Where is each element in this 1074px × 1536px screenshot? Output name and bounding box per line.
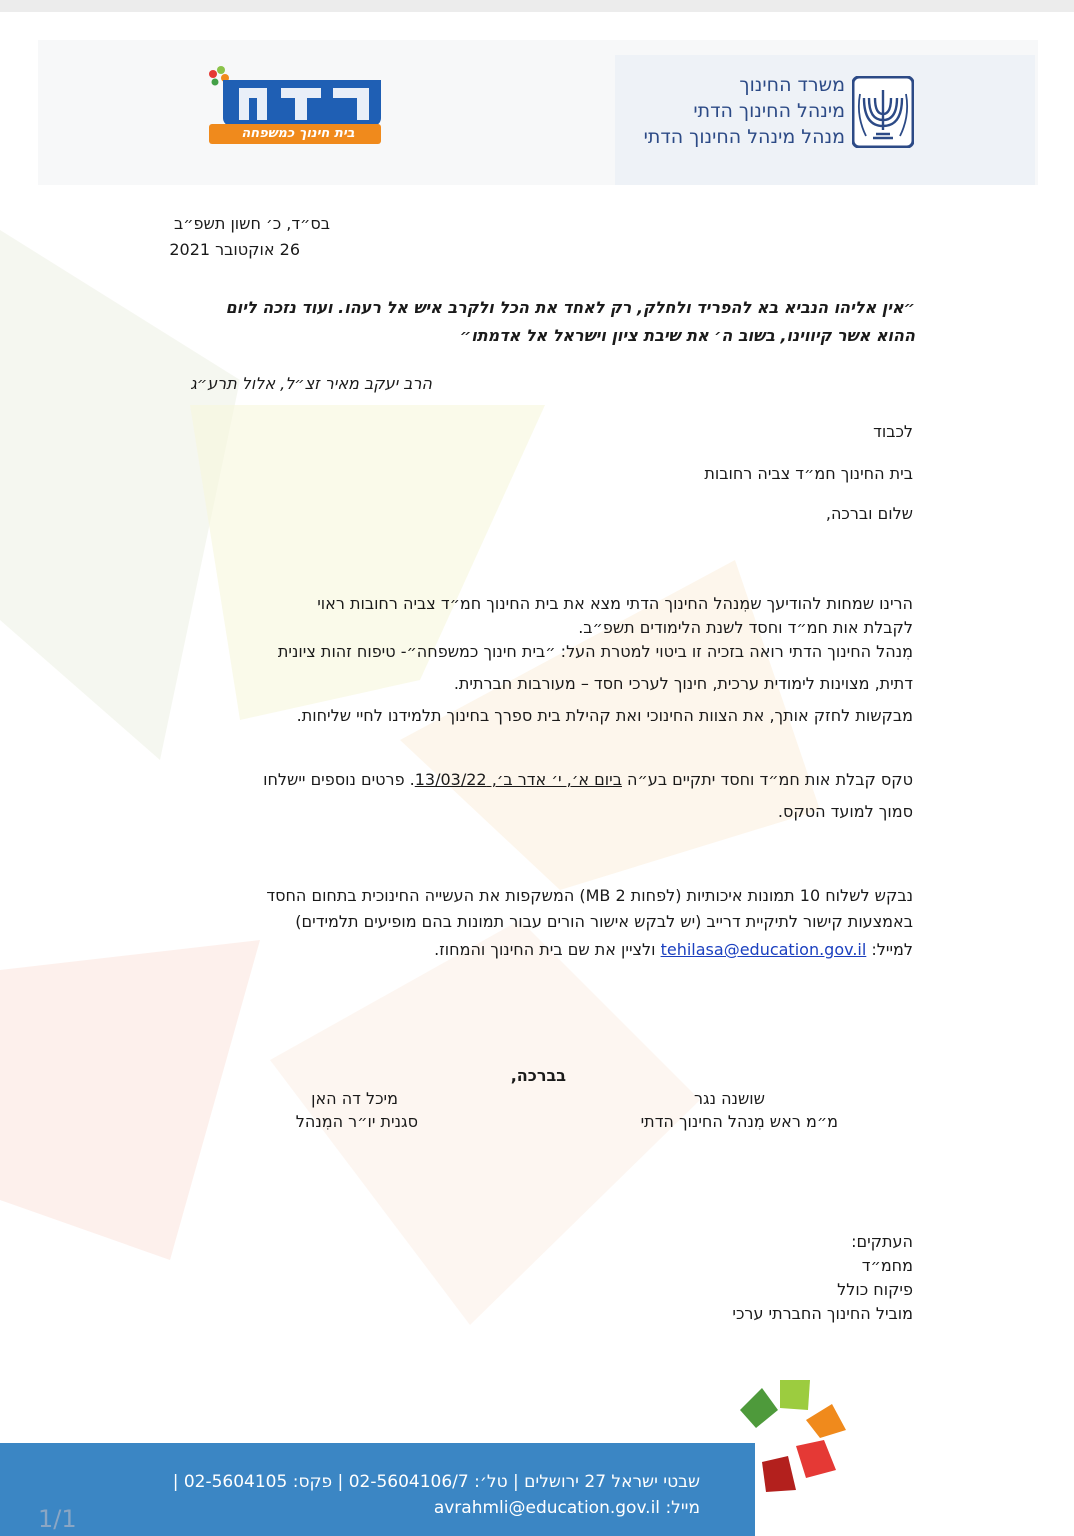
ceremony-suffix: . פרטים נוספים יישלחו <box>263 770 415 789</box>
quote-line-1: ״אין אליהו הנביא בא להפריד ולחלק, רק לאחד את הכל ולקרב איש אל רעהו. ועוד נזכה ליום <box>225 298 915 317</box>
copies-item-1: מחמ״ד <box>861 1256 913 1275</box>
ceremony-date: ביום א׳, י׳ אדר ב׳, 13/03/22 <box>414 770 622 789</box>
ceremony-line-1 <box>140 768 913 792</box>
menorah-emblem-icon <box>852 76 914 148</box>
photos-line-1: נבקש לשלוח 10 תמונות איכותיות (לפחות 2 MB) המשקפות את העשייה החינוכית בתחום החסד <box>266 886 913 905</box>
copies-item-2: פיקוח כולל <box>837 1280 913 1299</box>
ceremony-prefix: טקס קבלת אות חמ״ד וחסד יתקיים בע״ה <box>621 770 913 789</box>
date-hebrew: בס״ד, כ׳ חשון תשפ״ב <box>173 214 330 233</box>
body-p1-line-1: הרינו שמחות להודיעך שמִנהל החינוך הדתי מצא את בית החינוך חמ״ד צביה רחובות ראוי <box>317 594 913 613</box>
footer-address: שבטי ישראל 27 ירושלים | טל׳: 02-5604106/7 | פקס: 02-5604105 | <box>172 1472 700 1492</box>
recipient-school: בית החינוך חמ״ד צביה רחובות <box>704 464 913 483</box>
body-p3-line-1: מבקשות לחזק אותך, את הצוות החינוכי ואת קהילת בית ספרך בחינוך תלמידנו לחיי שליחות. <box>296 706 913 725</box>
ceremony-line-2: סמוך למועד הטקס. <box>777 802 913 821</box>
body-p2-line-1: מִנהל החינוך הדתי רואה בזכיה זו ביטוי למטרת העל: ״בית חינוך כמשפחה״- טיפוח זהות ציונית <box>277 642 913 661</box>
body-p1-line-2: לקבלת אות חמ״ד וחסד לשנת הלימודים תשפ״ב. <box>578 618 913 637</box>
ministry-name-block <box>560 72 845 150</box>
footer-email: מייל: avrahmli@education.gov.il <box>433 1498 700 1518</box>
hemed-logo <box>205 66 385 148</box>
ministry-line-3: מנהל מינהל החינוך הדתי <box>643 126 845 148</box>
recipient-greeting: שלום וברכה, <box>825 504 913 523</box>
photos-line-3-suffix: ולציין את שם בית החינוך והמחוז. <box>434 940 661 959</box>
signature-1-name: שושנה נגר <box>693 1089 765 1108</box>
ministry-line-2: מינהל החינוך הדתי <box>693 100 845 122</box>
viewer-top-bar <box>0 0 1074 12</box>
signature-2-name: מיכל דה האן <box>311 1089 398 1108</box>
photos-line-3 <box>300 938 913 962</box>
closing-greeting: בברכה, <box>510 1066 566 1085</box>
photos-line-2: באמצעות קישור לתיקיית דרייב (יש לבקש אישור הורים עבור תמונות בהם מופיעים תלמידים) <box>295 912 913 931</box>
quote-attribution: הרב יעקב מאיר זצ״ל, אלול תרע״ג <box>190 374 432 393</box>
quote-line-2: ההוא אשר קיווינו, בשוב ה׳ את שיבת ציון וישראל אל אדמתו״ <box>459 326 915 345</box>
email-link[interactable]: tehilasa@education.gov.il <box>660 940 867 959</box>
signature-2-title: סגנית יו״ר המִנהל <box>295 1112 418 1131</box>
body-p2-line-2: דתית, מצוינות לימודית ערכית, חינוך לערכי חסד – מעורבות חברתית. <box>453 674 913 693</box>
date-gregorian: 26 אוקטובר 2021 <box>169 240 300 259</box>
photos-line-3-prefix: למייל: <box>866 940 913 959</box>
ministry-line-1: משרד החינוך <box>739 74 845 96</box>
signature-1-title: מ״מ ראש מִנהל החינוך הדתי <box>640 1112 838 1131</box>
page-indicator: 1/1 <box>38 1505 77 1533</box>
copies-heading: העתקים: <box>851 1232 913 1251</box>
recipient-honorific: לכבוד <box>873 422 913 441</box>
copies-item-3: מוביל החינוך החברתי ערכי <box>732 1304 913 1323</box>
colorful-squares-icon <box>732 1376 850 1494</box>
logo-subtitle: בית חינוך כמשפחה <box>241 126 355 141</box>
